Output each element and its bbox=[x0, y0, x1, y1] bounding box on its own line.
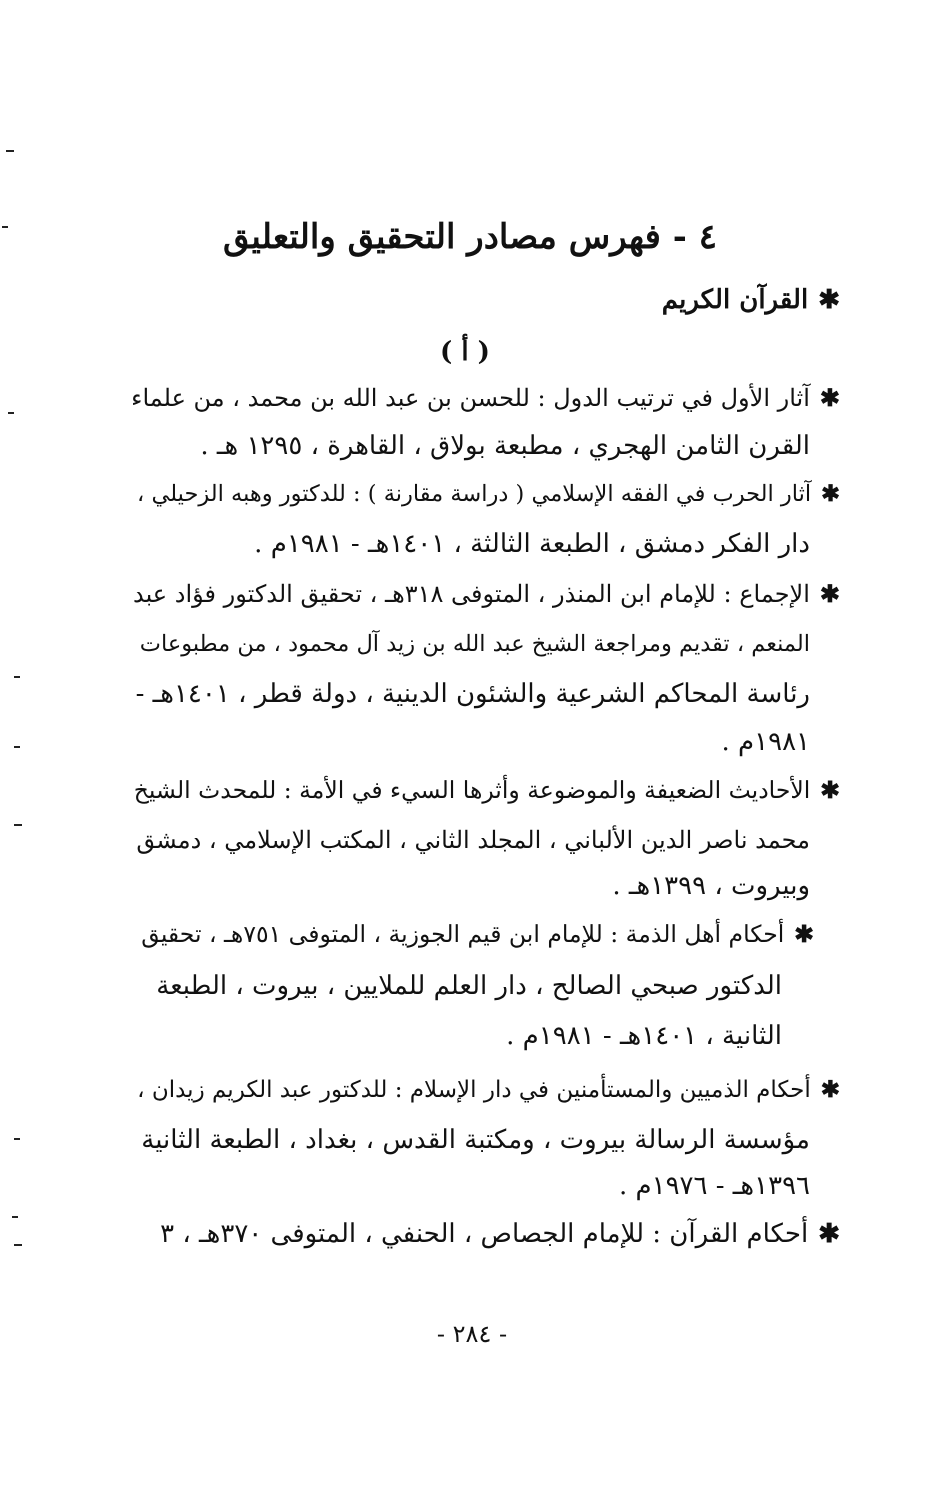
entry-text: آثار الحرب في الفقه الإسلامي ( دراسة مقارنة ) : للدكتور وهبه الزحيلي ، bbox=[137, 481, 812, 507]
scan-mark bbox=[14, 1244, 22, 1246]
entry-line bbox=[133, 574, 840, 614]
entry-line bbox=[131, 378, 840, 418]
entry-line: دار الفكر دمشق ، الطبعة الثالثة ، ١٤٠١هـ - ١٩٨١م . bbox=[254, 529, 810, 559]
bullet-icon: ✱ bbox=[821, 481, 840, 507]
entry-line: المنعم ، تقديم ومراجعة الشيخ عبد الله بن زيد آل محمود ، من مطبوعات bbox=[139, 631, 810, 657]
entry-line bbox=[134, 770, 840, 810]
scan-mark bbox=[2, 226, 8, 228]
quran-entry bbox=[662, 280, 840, 320]
entry-text: الأحاديث الضعيفة والموضوعة وأثرها السيء في الأمة : للمحدث الشيخ bbox=[133, 776, 811, 804]
entry-text: آثار الأول في ترتيب الدول : للحسن بن عبد الله بن محمد ، من علماء bbox=[131, 384, 810, 412]
bullet-icon: ✱ bbox=[819, 383, 840, 412]
entry-line bbox=[137, 1070, 840, 1110]
bullet-icon: ✱ bbox=[818, 1219, 840, 1249]
entry-line: محمد ناصر الدين الألباني ، المجلد الثاني ، المكتب الإسلامي ، دمشق bbox=[136, 826, 810, 854]
entry-line: القرن الثامن الهجري ، مطبعة بولاق ، القاهرة ، ١٢٩٥ هـ . bbox=[200, 431, 810, 461]
entry-line bbox=[141, 914, 814, 954]
scan-mark bbox=[12, 1216, 18, 1218]
scan-mark bbox=[8, 412, 14, 414]
entry-line: الثانية ، ١٤٠١هـ - ١٩٨١م . bbox=[506, 1021, 782, 1051]
entry-text: أحكام الذميين والمستأمنين في دار الإسلام : للدكتور عبد الكريم زيدان ، bbox=[137, 1077, 811, 1103]
entry-line: ١٩٨١م . bbox=[721, 727, 810, 757]
bullet-icon: ✱ bbox=[819, 579, 840, 608]
entry-line: ١٣٩٦هـ - ١٩٧٦م . bbox=[618, 1171, 810, 1201]
scan-mark bbox=[14, 1138, 20, 1140]
scan-mark bbox=[14, 676, 20, 678]
bullet-icon: ✱ bbox=[820, 776, 840, 804]
page-title: ٤ - فهرس مصادر التحقيق والتعليق bbox=[223, 217, 717, 257]
page-number: - ٢٨٤ - bbox=[436, 1320, 508, 1348]
entry-line: وبيروت ، ١٣٩٩هـ . bbox=[612, 871, 810, 901]
section-letter: ( أ ) bbox=[440, 337, 490, 367]
entry-line: رئاسة المحاكم الشرعية والشئون الدينية ، دولة قطر ، ١٤٠١هـ - bbox=[135, 679, 810, 709]
entry-line bbox=[160, 1214, 840, 1254]
entry-line: مؤسسة الرسالة بيروت ، ومكتبة القدس ، بغداد ، الطبعة الثانية bbox=[141, 1125, 810, 1155]
quran-label: القرآن الكريم bbox=[661, 285, 809, 315]
scan-mark bbox=[14, 746, 20, 748]
bullet-icon: ✱ bbox=[820, 1076, 840, 1103]
entry-text: أحكام القرآن : للإمام الجصاص ، الحنفي ، المتوفى ٣٧٠هـ ، ٣ bbox=[160, 1219, 809, 1249]
entry-text: أحكام أهل الذمة : للإمام ابن قيم الجوزية ، المتوفى ٧٥١هـ ، تحقيق bbox=[141, 920, 785, 948]
entry-line bbox=[137, 474, 840, 514]
scan-mark bbox=[14, 824, 22, 826]
entry-line: الدكتور صبحي الصالح ، دار العلم للملايين ، بيروت ، الطبعة bbox=[156, 971, 782, 1001]
bullet-icon: ✱ bbox=[794, 920, 814, 948]
bullet-icon: ✱ bbox=[818, 285, 840, 315]
entry-text: الإجماع : للإمام ابن المنذر ، المتوفى ٣١٨هـ ، تحقيق الدكتور فؤاد عبد bbox=[132, 580, 810, 608]
scan-mark bbox=[6, 150, 14, 152]
